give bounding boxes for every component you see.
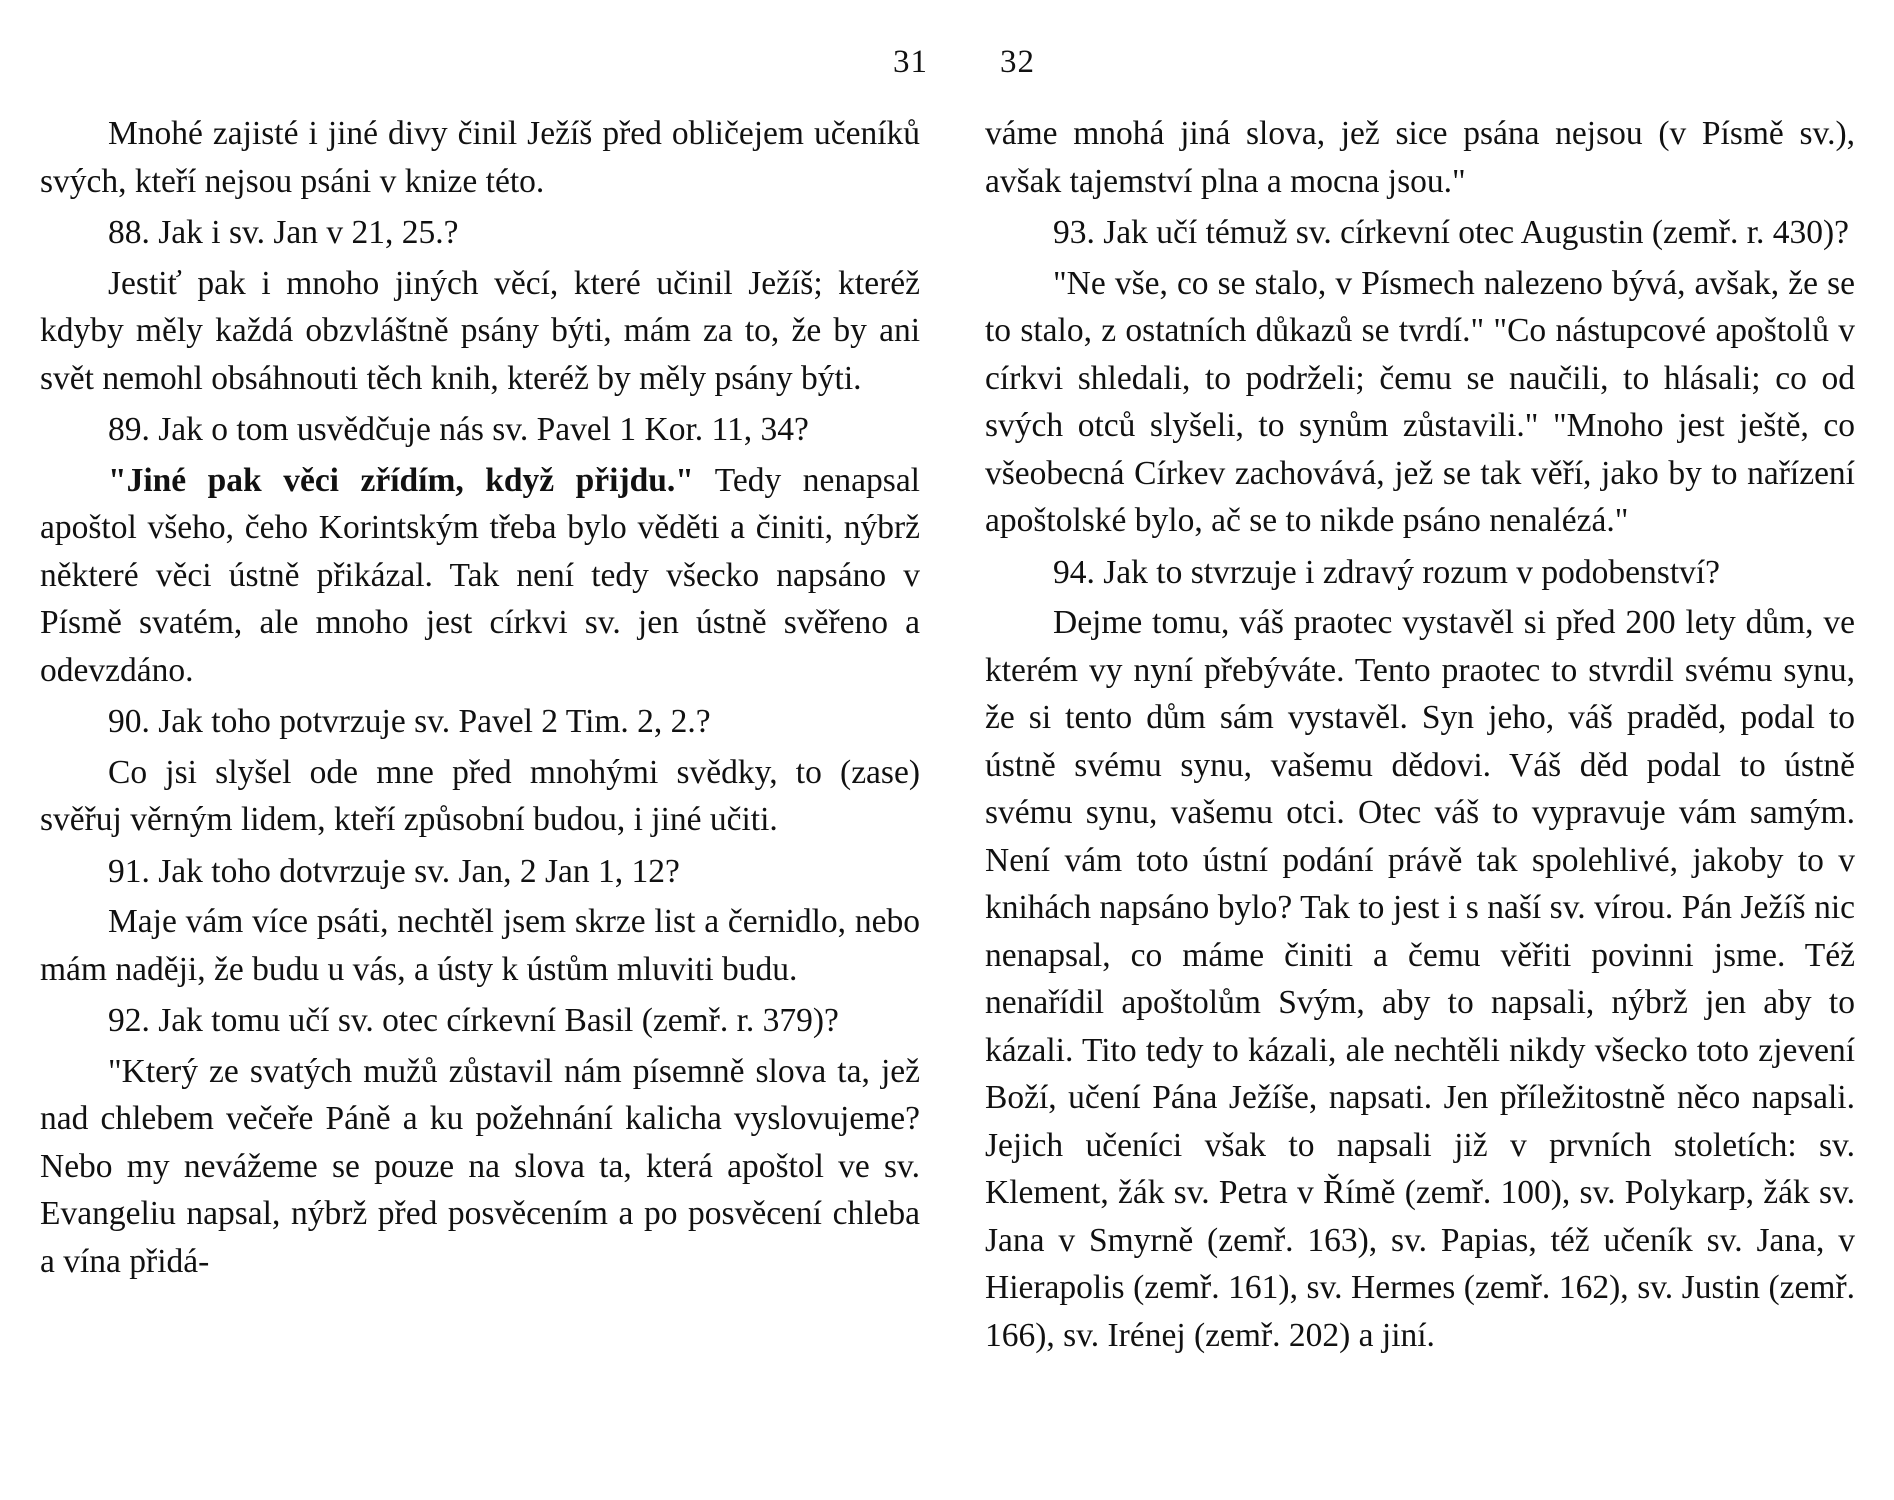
question-92: 92. Jak tomu učí sv. otec církevní Basil (zemř. r. 379)? <box>108 1002 839 1039</box>
answer-paragraph: "Který ze svatých mužů zůstavil nám písemně slova ta, jež nad chlebem večeře Páně a ku požehnání kalicha vyslovujeme? Nebo my nevážeme se pouze na slova ta, která apoštol ve sv. Evangeliu napsal, nýbrž před posvěcením a po posvěcení chleba a vína přidá- <box>40 1052 920 1280</box>
page-number-right: 32 <box>1000 44 1035 80</box>
answer-paragraph: "Ne vše, co se stalo, v Písmech nalezeno bývá, avšak, že se to stalo, z ostatních důkazů se tvrdí." "Co nástupcové apoštolů v církvi shledali, to podrželi; čemu se naučili, to hlásali; co od svých otců slyšeli, to synům zůstavili." "Mnoho jest ještě, co všeobecná Církev zachovává, jež se tak věří, jako by to nařízení apoštolské bylo, ač se to nikde psáno nenalézá." <box>985 264 1855 539</box>
answer-paragraph: Jestiť pak i mnoho jiných věcí, které učinil Ježíš; kteréž kdyby měly každá obzvláštně psány býti, mám za to, že by ani svět nemohl obsáhnouti těch knih, kteréž by měly psány býti. <box>40 264 920 397</box>
question-89: 89. Jak o tom usvědčuje nás sv. Pavel 1 Kor. 11, 34? <box>108 411 809 448</box>
page-number-left: 31 <box>893 44 928 80</box>
left-page-text <box>40 110 920 1288</box>
right-page-text <box>985 110 1855 1362</box>
question-88: 88. Jak i sv. Jan v 21, 25.? <box>108 214 459 251</box>
answer-paragraph: Co jsi slyšel ode mne před mnohými svědky, to (zase) svěřuj věrným lidem, kteří způsobní budou, i jiné učiti. <box>40 753 920 838</box>
left-page <box>40 0 928 1500</box>
right-page <box>985 0 1855 1500</box>
answer-paragraph: Maje vám více psáti, nechtěl jsem skrze list a černidlo, nebo mám naději, že budu u vás, a ústy k ústům mluviti budu. <box>40 903 920 988</box>
question-94: 94. Jak to stvrzuje i zdravý rozum v podobenství? <box>1053 553 1721 591</box>
continued-paragraph: váme mnohá jiná slova, jež sice psána nejsou (v Písmě sv.), avšak tajemství plna a mocna jsou." <box>985 115 1855 200</box>
question-91: 91. Jak toho dotvrzuje sv. Jan, 2 Jan 1, 12? <box>108 852 680 890</box>
answer-paragraph <box>40 457 920 695</box>
answer-paragraph: Mnohé zajisté i jiné divy činil Ježíš před obličejem učeníků svých, kteří nejsou psáni v knize této. <box>40 115 920 200</box>
question-93: 93. Jak učí témuž sv. církevní otec Augustin (zemř. r. 430)? <box>1053 214 1850 251</box>
bold-quote: "Jiné pak věci zřídím, když přijdu." <box>108 461 694 499</box>
question-90: 90. Jak toho potvrzuje sv. Pavel 2 Tim. 2, 2.? <box>108 703 711 740</box>
answer-paragraph: Dejme tomu, váš praotec vystavěl si před 200 lety dům, ve kterém vy nyní přebýváte. Tento praotec to stvrdil svému synu, že si tento dům sám vystavěl. Syn jeho, váš praděd, podal to ústně svému synu, vašemu dědovi. Váš děd podal to ústně svému synu, vašemu otci. Otec váš to vypravuje vám samým. Není vám toto ústní podání právě tak spolehlivé, jakoby to v knihách napsáno bylo? Tak to jest i s naší sv. vírou. Pán Ježíš nic nenapsal, co máme činiti a čemu věřiti povinni jsme. Též nenařídil apoštolům Svým, aby to napsali, nýbrž jen aby to kázali. Tito tedy to kázali, ale nechtěli nikdy všecko toto zjevení Boží, učení Pána Ježíše, napsati. Jen příležitostně něco napsali. Jejich učeníci však to napsali již v prvních stoletích: sv. Klement, žák sv. Petra v Římě (zemř. 100), sv. Polykarp, žák sv. Jana v Smyrně (zemř. 163), sv. Papias, též učeník sv. Jana, v Hierapolis (zemř. 161), sv. Hermes (zemř. 162), sv. Justin (zemř. 166), sv. Irénej (zemř. 202) a jiní. <box>985 604 1855 1354</box>
answer-text: Tedy nenapsal apoštol všeho, čeho Korintským třeba bylo věděti a činiti, nýbrž některé věci ústně přikázal. Tak není tedy všecko napsáno v Písmě svatém, ale mnoho jest církvi sv. jen ústně svěřeno a odevzdáno. <box>40 461 920 689</box>
